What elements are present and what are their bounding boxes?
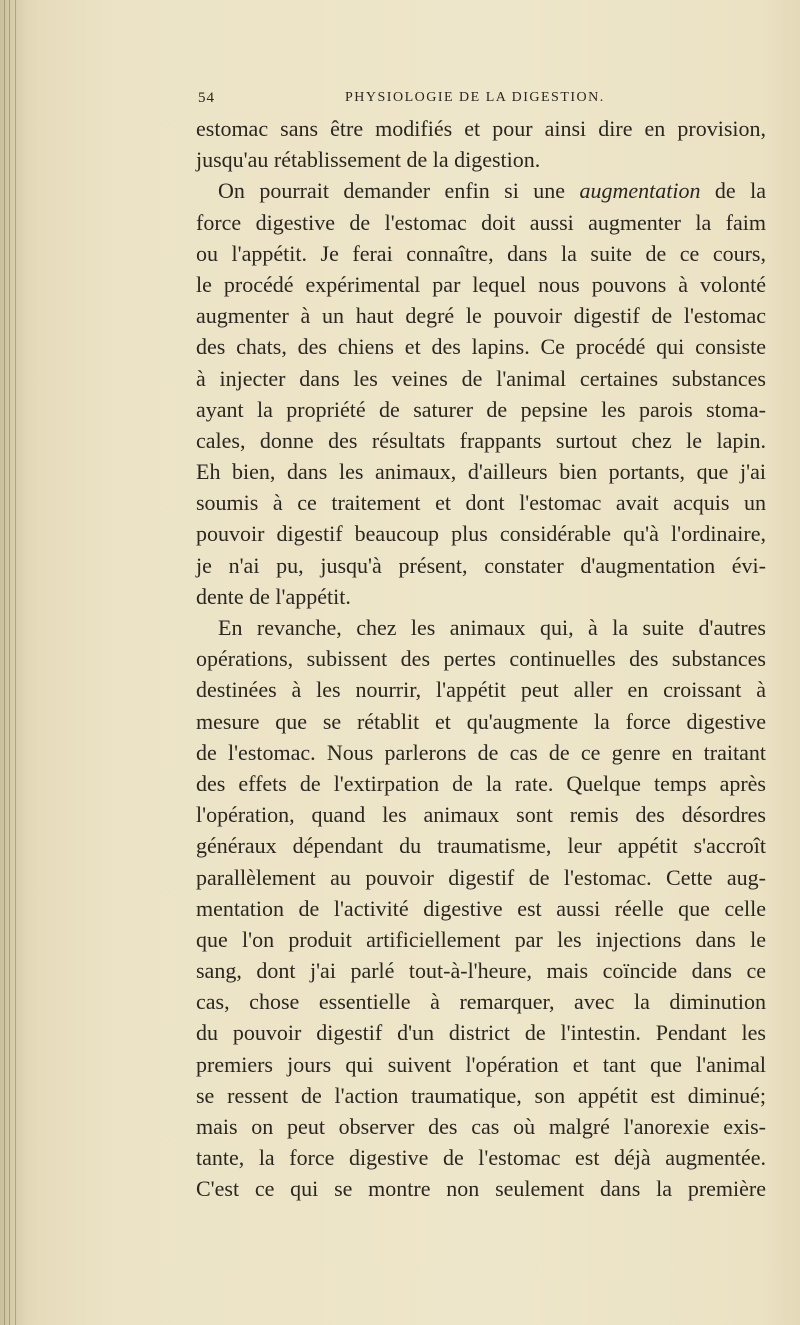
text-line: Eh bien, dans les animaux, d'ailleurs bien portants, que j'ai [196, 459, 766, 485]
page-number: 54 [198, 90, 215, 106]
text-line: généraux dépendant du traumatisme, leur appétit s'accroît [196, 833, 766, 859]
text-line: tante, la force digestive de l'estomac est déjà augmentée. [196, 1145, 766, 1171]
text-line: ayant la propriété de saturer de pepsine les parois stoma- [196, 396, 766, 422]
text-line: jusqu'au rétablissement de la digestion. [196, 147, 541, 173]
text-line: se ressent de l'action traumatique, son appétit est diminué; [196, 1082, 766, 1108]
text-line: dente de l'appétit. [196, 583, 351, 609]
text-line: En revanche, chez les animaux qui, à la suite d'autres [218, 615, 766, 640]
text-line: mais on peut observer des cas où malgré l'anorexie exis- [196, 1114, 766, 1139]
text-line: augmenter à un haut degré le pouvoir digestif de l'estomac [196, 303, 766, 329]
text-line: parallèlement au pouvoir digestif de l'estomac. Cette aug- [196, 864, 766, 890]
text-line: force digestive de l'estomac doit aussi augmenter la faim [196, 209, 766, 235]
text-line: cas, chose essentielle à remarquer, avec la diminution [196, 989, 766, 1015]
text-line: opérations, subissent des pertes continuelles des substances [196, 646, 766, 672]
text-line: estomac sans être modifiés et pour ainsi dire en provision, [196, 116, 766, 141]
text-line: à injecter dans les veines de l'animal certaines substances [196, 365, 766, 391]
text-line: premiers jours qui suivent l'opération et tant que l'animal [196, 1051, 766, 1077]
text-line: pouvoir digestif beaucoup plus considérable qu'à l'ordinaire, [196, 521, 766, 547]
text-line: de l'estomac. Nous parlerons de cas de ce genre en traitant [196, 739, 766, 765]
text-line: des effets de l'extirpation de la rate. Quelque temps après [196, 770, 766, 796]
gutter-line [15, 0, 16, 1325]
text-line: je n'ai pu, jusqu'à présent, constater d'augmentation évi- [196, 552, 766, 578]
text-line: soumis à ce traitement et dont l'estomac avait acquis un [196, 490, 766, 516]
text-line [196, 175, 766, 206]
text-line: du pouvoir digestif d'un district de l'intestin. Pendant les [196, 1020, 766, 1046]
text-segment: On pourrait demander enfin si une [218, 178, 566, 204]
text-line: le procédé expérimental par lequel nous pouvons à volonté [196, 271, 766, 297]
gutter-line [9, 0, 10, 1325]
text-line: mentation de l'activité digestive est aussi réelle que celle [196, 895, 766, 921]
text-line: des chats, des chiens et des lapins. Ce procédé qui consiste [196, 334, 766, 360]
body-text [196, 113, 766, 1205]
page-header [198, 90, 758, 112]
text-segment: de la [700, 178, 767, 204]
text-line: C'est ce qui se montre non seulement dans la première [196, 1176, 766, 1202]
gutter-line [4, 0, 5, 1325]
text-line: cales, donne des résultats frappants surtout chez le lapin. [196, 427, 766, 453]
emphasized-word: augmentation [579, 178, 701, 204]
text-line: l'opération, quand les animaux sont remis des désordres [196, 802, 766, 828]
text-line: sang, dont j'ai parlé tout-à-l'heure, mais coïncide dans ce [196, 958, 766, 984]
running-title: PHYSIOLOGIE DE LA DIGESTION. [345, 90, 605, 105]
text-line: destinées à les nourrir, l'appétit peut aller en croissant à [196, 677, 766, 703]
text-line: mesure que se rétablit et qu'augmente la force digestive [196, 708, 766, 734]
text-line: que l'on produit artificiellement par les injections dans le [196, 926, 766, 952]
text-line: ou l'appétit. Je ferai connaître, dans la suite de ce cours, [196, 240, 766, 266]
